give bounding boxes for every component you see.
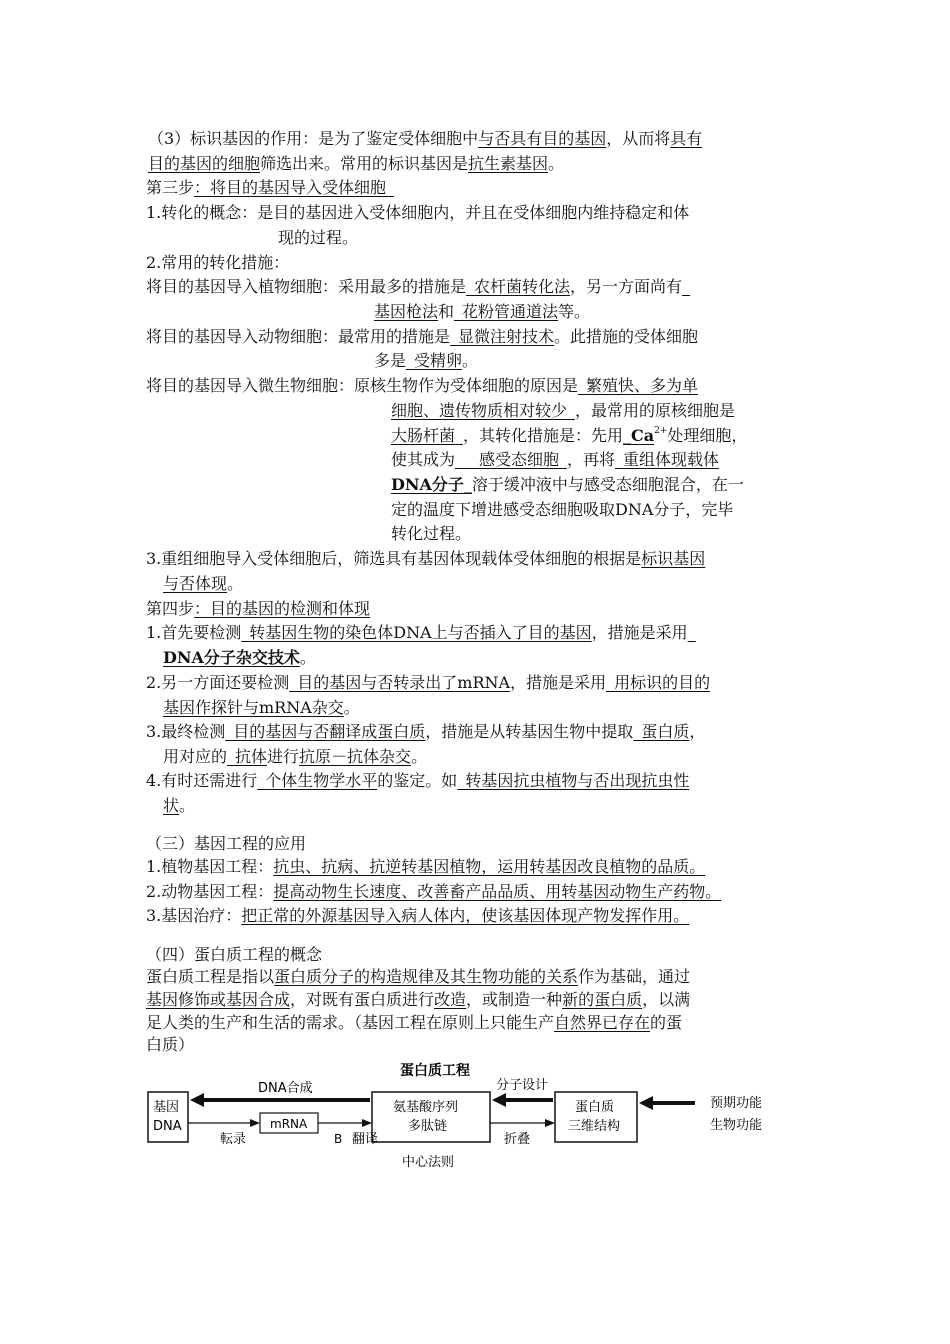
micro-line-6: 定的温度下增进感受态细胞吸取DNA分子，完毕 [391, 500, 734, 519]
underlined-answer: _农杆菌转化法 [466, 277, 571, 296]
step4-item1-line2 [163, 647, 316, 669]
underlined-answer: _转基因生物的染色体DNA上与否插入了目的基因 [241, 623, 592, 642]
underlined-answer: _Ca [623, 426, 655, 445]
step3-item1-line1: 1.转化的概念：是目的基因进入受体细胞内，并且在受体细胞内维持稳定和体 [146, 203, 690, 222]
text: ，措施是采用 [591, 623, 688, 642]
underlined-answer: 基因枪法 [374, 302, 439, 321]
text: 。 [227, 574, 244, 593]
molecular-design-label: 分子设计 [496, 1078, 549, 1093]
step4-item2-line1 [146, 672, 710, 694]
label: 将目的基因导入植物细胞： [146, 277, 339, 296]
text: 3.基因治疗： [146, 906, 242, 925]
underlined-answer: 蛋白质分子的构造规律及其生物功能的关系 [274, 967, 579, 986]
underlined-answer: 抗原－抗体杂交 [299, 747, 412, 766]
protein-engineering-heading: （四）蛋白质工程的概念 [146, 945, 323, 964]
text: 。 [411, 747, 428, 766]
plant-line-2 [374, 301, 590, 323]
text: 采用最多的措施是 [338, 277, 467, 296]
folding-label: 折叠 [504, 1132, 531, 1147]
translation-arrowhead [362, 1119, 372, 1127]
step4-item3-line2 [163, 746, 427, 768]
text: 。 [179, 796, 196, 815]
text: 。 [299, 648, 316, 667]
molecular-design-arrowhead [492, 1093, 506, 1107]
protein-engineering-diagram [140, 1055, 800, 1175]
underlined-answer: _用标识的目的 [606, 673, 711, 692]
text: 溶于缓冲液中与感受态细胞混合，在一 [471, 475, 744, 494]
underlined-answer: _花粉管通道法 [454, 302, 559, 321]
gene-dna-label-2: DNA [153, 1119, 182, 1134]
underlined-heading: ：目的基因的检测和体现 [194, 599, 371, 618]
text: 和 [438, 302, 455, 321]
gene-dna-label-1: 基因 [153, 1100, 180, 1115]
label: 将目的基因导入动物细胞： [146, 327, 339, 346]
underlined-answer: 与否具有目的基因 [478, 129, 607, 148]
protein-def-line-3 [146, 1012, 682, 1034]
text: 第三步 [146, 178, 195, 197]
text: 原核生物作为受体细胞的原因是 [354, 376, 579, 395]
text: 1.植物基因工程： [146, 857, 274, 876]
expected-function-label: 预期功能 [710, 1096, 763, 1111]
underlined-answer: 基因作探针与mRNA杂交 [163, 698, 344, 717]
underlined-answer: 细胞、遗传物质相对较少_ [391, 401, 576, 420]
b-label: B [334, 1132, 343, 1146]
underlined-answer: _重组体现载体 [615, 450, 720, 469]
underlined-answer: ___感受态细胞_ [455, 450, 568, 469]
underlined-answer: _个体生物学水平 [257, 771, 378, 790]
application-plant [146, 856, 705, 878]
underlined-answer: 新的蛋白质 [562, 990, 643, 1009]
underlined-answer: _受精卵 [406, 351, 463, 370]
underlined-answer: 具有 [670, 129, 703, 148]
folding-arrowhead [545, 1119, 555, 1127]
underlined-answer: _转基因抗虫植物与否出现抗虫性 [457, 771, 690, 790]
underlined-answer: _目的基因与否转录出了mRNA [289, 673, 511, 692]
protein-structure-label-2: 三维结构 [568, 1119, 621, 1134]
underlined-answer: _目的基因与否翻译成蛋白质 [225, 722, 426, 741]
text: 筛选出来。常用的标识基因是 [260, 154, 469, 173]
underlined-answer: 自然界已存在 [554, 1013, 651, 1032]
dna-synthesis-arrowhead [190, 1093, 204, 1107]
text: ， [689, 722, 706, 741]
step4-item3-line1 [146, 721, 705, 743]
underlined-answer: _显微注射技术 [450, 327, 555, 346]
plant-line-1 [146, 276, 690, 298]
underlined-answer: _ [687, 623, 696, 642]
biological-function-label: 生物功能 [710, 1118, 763, 1133]
text: 最常用的措施是 [338, 327, 451, 346]
text: 2.另一方面还要检测 [146, 673, 290, 692]
diagram-title: 蛋白质工程 [400, 1063, 470, 1079]
text: 使其成为 [391, 450, 456, 469]
underlined-answer: 与否体现 [163, 574, 228, 593]
protein-def-line-4: 白质） [146, 1035, 195, 1054]
underlined-answer: 基因修饰或基因合成 [146, 990, 291, 1009]
step3-item2: 2.常用的转化措施： [146, 253, 290, 272]
underlined-answer: DNA分子杂交技术 [163, 648, 300, 667]
underlined-heading: ：将目的基因导入受体细胞_ [194, 178, 395, 197]
text: 进行 [267, 747, 300, 766]
text: ，对既有蛋白质进行 [290, 990, 435, 1009]
step4-item2-line2 [163, 697, 360, 719]
text: 2.动物基因工程： [146, 882, 274, 901]
text: （3）标识基因的作用：是为了鉴定受体细胞中 [148, 129, 479, 148]
central-dogma-label: 中心法则 [402, 1155, 455, 1170]
underlined-answer: 抗虫、抗病、抗逆转基因植物，运用转基因改良植物的品质。 [273, 857, 706, 876]
text: ，措施是从转基因生物中提取 [425, 722, 634, 741]
text: 等。 [558, 302, 591, 321]
protein-def-line-2 [146, 989, 690, 1011]
step3-heading [146, 177, 394, 199]
text: ，以满 [642, 990, 691, 1009]
text: 。 [343, 698, 360, 717]
animal-line-1 [146, 326, 698, 348]
underlined-answer: 目的基因的细胞 [148, 154, 261, 173]
text: 。 [462, 351, 479, 370]
text: ，再将 [567, 450, 616, 469]
animal-line-2 [374, 350, 478, 372]
application-animal [146, 881, 721, 903]
text: 多是 [374, 351, 407, 370]
underlined-answer: 状 [163, 796, 180, 815]
text: 作为基础，通过 [578, 967, 691, 986]
application-therapy [146, 905, 689, 927]
text: ，其转化措施是：先用 [463, 426, 624, 445]
text: ，最常用的原核细胞是 [575, 401, 736, 420]
expected-function-arrowhead [639, 1096, 653, 1110]
text: 用对应的 [163, 747, 228, 766]
micro-line-3 [391, 425, 747, 447]
text: 1.首先要检测 [146, 623, 242, 642]
amino-acid-label-1: 氨基酸序列 [393, 1100, 459, 1115]
text: 的鉴定。如 [377, 771, 458, 790]
step3-item3-line2 [163, 573, 243, 595]
text: ，或制造一种 [466, 990, 563, 1009]
applications-heading: （三）基因工程的应用 [146, 834, 307, 853]
underlined-answer: _ [682, 277, 691, 296]
translation-label: 翻译 [352, 1132, 379, 1147]
micro-line-1 [146, 375, 698, 397]
protein-def-line-1 [146, 966, 690, 988]
marker-gene-line-1 [148, 128, 702, 150]
step4-heading [146, 598, 370, 620]
step4-item4-line1 [146, 770, 689, 792]
micro-line-7: 转化过程。 [391, 524, 472, 543]
text: 处理细胞， [667, 426, 748, 445]
marker-gene-line-2 [148, 153, 564, 175]
text: 4.有时还需进行 [146, 771, 258, 790]
superscript: 2+ [654, 426, 668, 436]
text: 。此措施的受体细胞 [554, 327, 699, 346]
mrna-label: mRNA [270, 1117, 308, 1131]
text: 足人类的生产和生活的需求。（基因工程在原则上只能生产 [146, 1013, 555, 1032]
text: 的蛋 [650, 1013, 683, 1032]
micro-line-5 [391, 474, 744, 496]
text: 蛋白质工程是指以 [146, 967, 275, 986]
underlined-answer: 抗生素基因 [468, 154, 549, 173]
text: ，从而将 [606, 129, 671, 148]
underlined-answer: DNA分子_ [391, 475, 472, 494]
label: 将目的基因导入微生物细胞： [146, 376, 355, 395]
transcription-arrowhead [250, 1119, 260, 1127]
underlined-answer: 把正常的外源基因导入病人体内，使该基因体现产物发挥作用。 [241, 906, 690, 925]
underlined-answer: _繁殖快、多为单 [578, 376, 699, 395]
step4-item1-line1 [146, 622, 696, 644]
step4-item4-line2 [163, 795, 195, 817]
micro-line-4 [391, 449, 719, 471]
text: 第四步 [146, 599, 195, 618]
step3-item1-line2: 现的过程。 [278, 228, 359, 247]
text: 。 [548, 154, 565, 173]
underlined-answer: 提高动物生长速度、改善畜产品品质、用转基因动物生产药物。 [273, 882, 722, 901]
underlined-answer: _抗体 [227, 747, 268, 766]
step3-item3-line1 [146, 548, 705, 570]
underlined-answer: _蛋白质 [633, 722, 690, 741]
text: ，措施是采用 [510, 673, 607, 692]
underlined-answer: 改造 [434, 990, 467, 1009]
transcription-label: 転录 [220, 1132, 247, 1147]
protein-structure-label-1: 蛋白质 [575, 1100, 615, 1115]
text: ，另一方面尚有 [570, 277, 683, 296]
text: 3.重组细胞导入受体细胞后，筛选具有基因体现载体受体细胞的根据是 [146, 549, 642, 568]
underlined-answer: 大肠杆菌_ [391, 426, 464, 445]
underlined-answer: 标识基因 [641, 549, 706, 568]
amino-acid-label-2: 多肽链 [408, 1119, 448, 1134]
micro-line-2 [391, 400, 735, 422]
text: 3.最终检测 [146, 722, 226, 741]
dna-synthesis-label: DNA合成 [258, 1081, 313, 1096]
